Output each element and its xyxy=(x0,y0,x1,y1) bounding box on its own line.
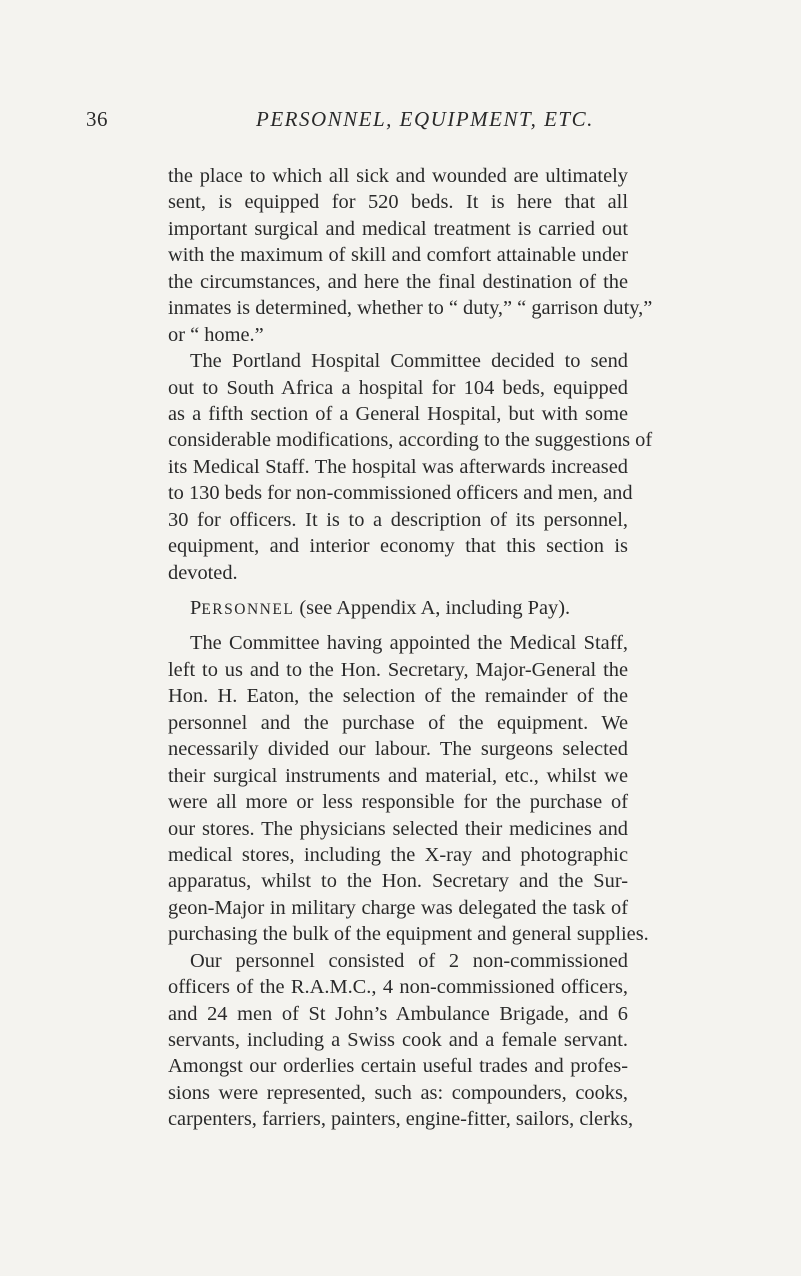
text-line: their surgical instruments and material, etc., whilst we xyxy=(168,764,628,787)
text-line: devoted. xyxy=(168,561,238,584)
text-line: personnel and the purchase of the equipment. We xyxy=(168,711,628,734)
text-line: to 130 beds for non-commissioned officers and men, and xyxy=(168,482,633,505)
text-line: the place to which all sick and wounded are ultimately xyxy=(168,165,628,187)
text-line: out to South Africa a hospital for 104 beds, equipped xyxy=(168,376,628,399)
running-title: PERSONNEL, EQUIPMENT, ETC. xyxy=(256,107,594,131)
text-line: left to us and to the Hon. Secretary, Major-General the xyxy=(168,658,628,681)
text-line: with the maximum of skill and comfort attainable under xyxy=(168,244,628,267)
text-line: The Committee having appointed the Medical Staff, xyxy=(190,632,628,655)
text-line: Amongst our orderlies certain useful trades and profes- xyxy=(168,1055,628,1078)
page-number: 36 xyxy=(86,107,108,131)
text-line: officers of the R.A.M.C., 4 non-commissioned officers, xyxy=(168,976,628,999)
text-line: Hon. H. Eaton, the selection of the remainder of the xyxy=(168,685,628,708)
text-line: geon-Major in military charge was delegated the task of xyxy=(168,896,628,919)
text-line: the circumstances, and here the final destination of the xyxy=(168,270,628,293)
text-line: inmates is determined, whether to “ duty,” “ garrison duty,” xyxy=(168,297,653,320)
text-line: important surgical and medical treatment is carried out xyxy=(168,217,628,240)
body-text xyxy=(168,163,653,1133)
text-line: apparatus, whilst to the Hon. Secretary and the Sur- xyxy=(168,870,628,893)
text-line: sions were represented, such as: compounders, cooks, xyxy=(168,1081,628,1104)
text-line: or “ home.” xyxy=(168,323,264,346)
text-line: and 24 men of St John’s Ambulance Brigade, and 6 xyxy=(168,1002,628,1025)
text-line: sent, is equipped for 520 beds. It is here that all xyxy=(168,191,628,214)
text-line: servants, including a Swiss cook and a female servant. xyxy=(168,1029,628,1051)
text-line: its Medical Staff. The hospital was afterwards increased xyxy=(168,455,628,478)
section-heading-rest: (see Appendix A, including Pay). xyxy=(294,597,571,619)
text-line: our stores. The physicians selected their medicines and xyxy=(168,817,628,840)
section-heading-smallcaps: ERSONNEL xyxy=(201,601,295,618)
text-line: carpenters, farriers, painters, engine-fitter, sailors, clerks, xyxy=(168,1108,634,1131)
text-line: considerable modifications, according to the suggestions of xyxy=(168,429,653,452)
section-heading xyxy=(168,595,628,621)
text-line: necessarily divided our labour. The surgeons selected xyxy=(168,738,628,761)
text-line: 30 for officers. It is to a description of its personnel, xyxy=(168,508,628,531)
text-line: equipment, and interior economy that this section is xyxy=(168,535,628,558)
text-line: as a fifth section of a General Hospital, but with some xyxy=(168,402,628,425)
text-line: were all more or less responsible for the purchase of xyxy=(168,791,628,814)
running-head xyxy=(0,107,801,139)
text-line: The Portland Hospital Committee decided to send xyxy=(190,350,628,373)
text-line: medical stores, including the X-ray and photographic xyxy=(168,843,628,866)
text-line: Our personnel consisted of 2 non-commissioned xyxy=(190,949,628,972)
text-line: purchasing the bulk of the equipment and general supplies. xyxy=(168,923,649,946)
section-heading-initial: P xyxy=(190,597,202,619)
